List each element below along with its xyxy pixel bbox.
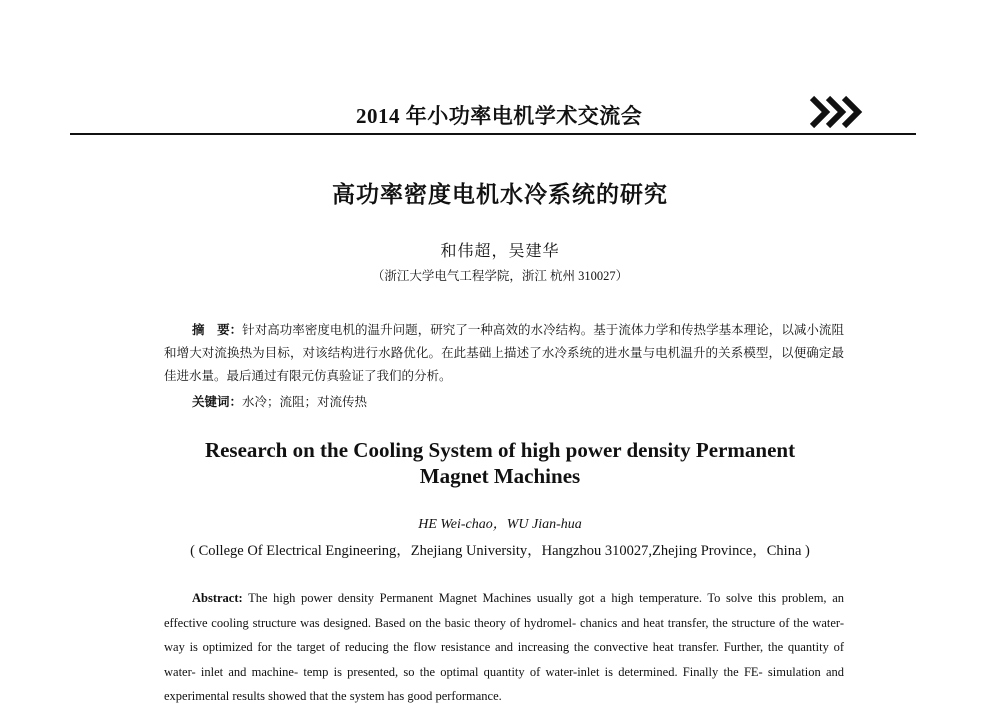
- english-authors: HE Wei-chao，WU Jian-hua: [418, 517, 582, 532]
- chinese-keywords-label: 关键词：: [192, 394, 243, 409]
- chinese-abstract: [164, 318, 844, 388]
- chinese-abstract-text: 针对高功率密度电机的温升问题，研究了一种高效的水冷结构。基于流体力学和传热学基本理论，以减小流阻和增大对流换热为目标，对该结构进行水路优化。在此基础上描述了水冷系统的进水量与电机温升的关系模型，以便确定最佳进水量。最后通过有限元仿真验证了我们的分析。: [164, 323, 844, 383]
- english-abstract-label: Abstract:: [192, 591, 243, 605]
- english-abstract-text: The high power density Permanent Magnet Machines usually got a high temperature. To solve this problem, an effective cooling structure was designed. Based on the basic theory of hydromel- chanics and heat transfer, the structure of the water-way is optimized for the target of reducing the flow resistance and increasing the convective heat transfer. Further, the quantity of water- inlet and machine- temp is presented, so the optimal quantity of water-inlet is determined. Finally the FE- simulation and experimental results showed that the system has good performance.: [164, 591, 844, 703]
- chinese-authors: 和伟超，吴建华: [440, 243, 560, 260]
- chinese-keywords-text: 水冷；流阻；对流传热: [242, 395, 368, 409]
- conference-title: 2014 年小功率电机学术交流会: [356, 104, 643, 128]
- header-rule: [70, 133, 916, 135]
- chinese-paper-title: 高功率密度电机水冷系统的研究: [332, 182, 668, 208]
- chinese-affiliation: （浙江大学电气工程学院，浙江 杭州 310027）: [371, 269, 629, 283]
- chinese-abstract-label: 摘 要：: [192, 322, 243, 337]
- english-title-line-1: Research on the Cooling System of high power density Permanent: [204, 438, 796, 462]
- english-abstract: [164, 586, 844, 709]
- english-title-line-2: Magnet Machines: [419, 464, 581, 488]
- triple-chevron-right-icon: [808, 92, 868, 132]
- english-paper-title: [0, 437, 1000, 489]
- chinese-keywords: [192, 392, 367, 410]
- running-header: [70, 92, 916, 138]
- english-affiliation: ( College Of Electrical Engineering，Zhejiang University，Hangzhou 310027,Zhejing Province，China ): [190, 543, 810, 559]
